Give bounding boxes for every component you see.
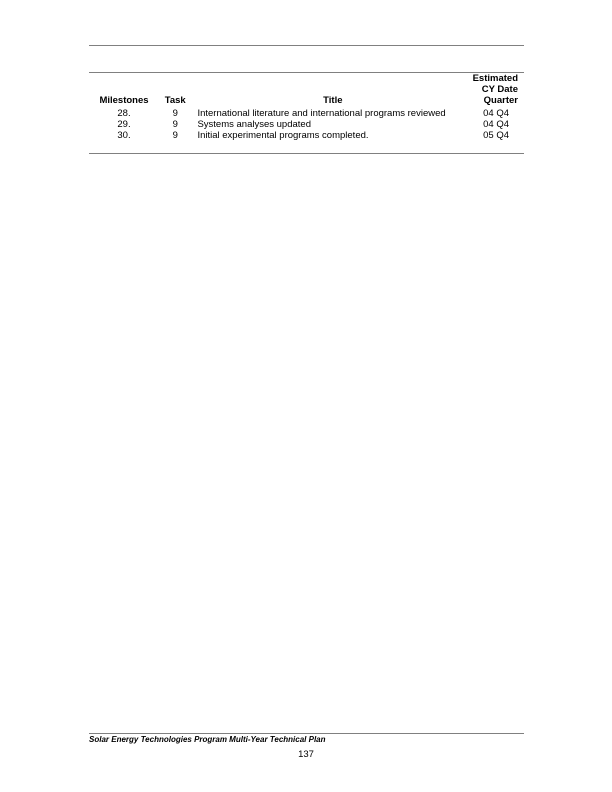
milestone-date: 05 Q4: [483, 130, 510, 141]
header-date-line-2: CY Date: [481, 84, 518, 95]
table-body: [89, 108, 524, 141]
table-row: [89, 130, 524, 141]
header-task: Task: [164, 95, 186, 106]
table-header: [89, 73, 524, 108]
footer-document-title: Solar Energy Technologies Program Multi-Year Technical Plan: [89, 735, 326, 744]
header-date-line-1: Estimated: [472, 73, 518, 84]
milestone-number: 28.: [117, 108, 131, 119]
footer-rule: [89, 733, 524, 734]
milestone-title: International literature and international programs reviewed: [197, 108, 446, 119]
milestone-date: 04 Q4: [483, 108, 510, 119]
header-rule: [89, 45, 524, 46]
task-number: 9: [172, 119, 178, 130]
milestone-number: 30.: [117, 130, 131, 141]
header-milestones: Milestones: [99, 95, 149, 106]
table-row: [89, 108, 524, 119]
task-number: 9: [172, 108, 178, 119]
task-number: 9: [172, 130, 178, 141]
header-date-line-3: Quarter: [483, 95, 518, 106]
header-title: Title: [323, 95, 343, 106]
milestone-number: 29.: [117, 119, 131, 130]
milestones-table: [89, 73, 524, 141]
header-estimated-date: [468, 73, 524, 108]
milestone-title: Initial experimental programs completed.: [197, 130, 369, 141]
table-bottom-rule: [89, 153, 524, 154]
table-row: [89, 119, 524, 130]
page-number: 137: [298, 749, 314, 760]
milestone-title: Systems analyses updated: [197, 119, 311, 130]
milestone-date: 04 Q4: [483, 119, 510, 130]
table-header-row: [89, 73, 524, 108]
